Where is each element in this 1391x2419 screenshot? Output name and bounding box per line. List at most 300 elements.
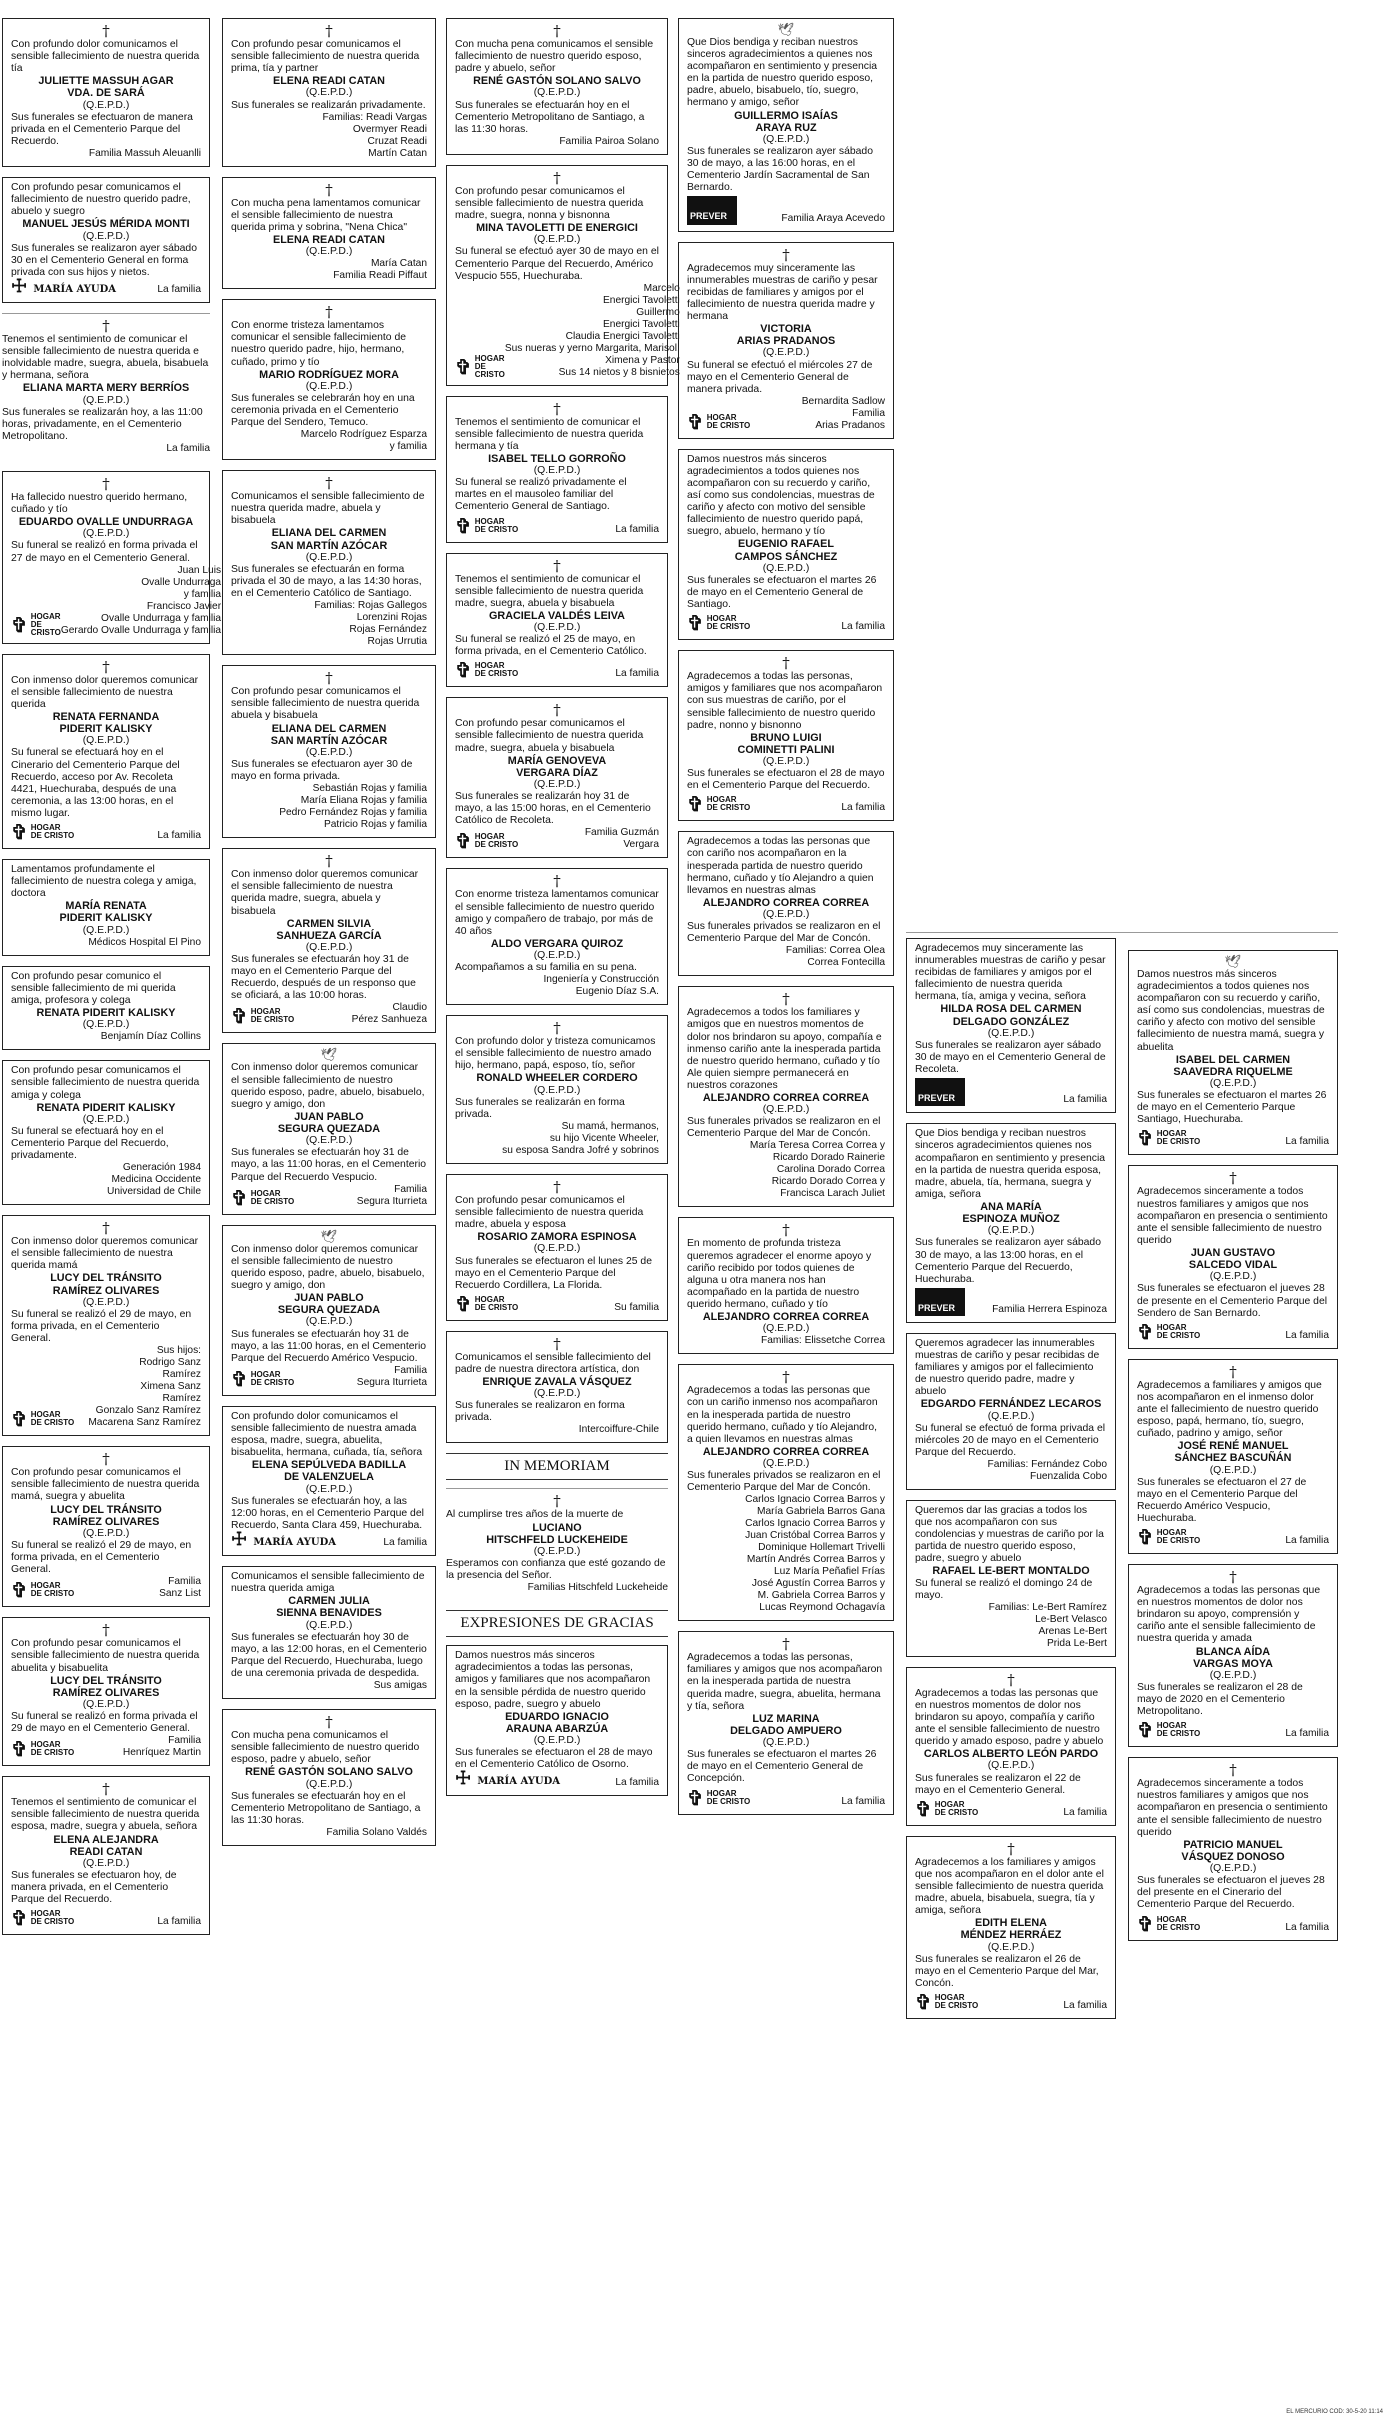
qepd-label: (Q.E.P.D.) xyxy=(762,1323,810,1335)
cross-icon: † xyxy=(325,1713,333,1732)
column-1 xyxy=(2,18,222,1945)
notice-footer xyxy=(455,282,680,379)
signature-line: La familia xyxy=(1063,1094,1107,1106)
notice-body: Sus funerales se realizarán privadamente. xyxy=(231,99,426,111)
qepd-label: (Q.E.P.D.) xyxy=(82,528,130,540)
notice-footer-left xyxy=(455,658,519,683)
deceased-name: CARMEN JULIA xyxy=(288,1595,370,1608)
notice-signature xyxy=(614,1302,659,1314)
hogar-logo-text xyxy=(475,355,505,379)
notice-signature xyxy=(786,945,885,969)
notice-signature xyxy=(841,621,885,633)
signature-line: Sus hijos: xyxy=(156,1345,201,1357)
qepd-label: (Q.E.P.D.) xyxy=(82,394,130,406)
hogar-logo-line2: DE CRISTO xyxy=(30,1748,75,1758)
notice-intro: Con profundo pesar comunico el sensible fallecimiento de mi querida amiga, profesora y colega xyxy=(11,970,176,1006)
notice-body: Sus funerales se efectuaron el 27 de mayo en el Cementerio Parque del Recuerdo Américo Vespucio, Huechuraba. xyxy=(1137,1476,1307,1524)
obituary-notice xyxy=(446,165,680,386)
obituary-notice xyxy=(2,1060,210,1205)
notice-body: Sus funerales se efectuarán hoy 31 de mayo en el Cementerio Parque del Recuerdo, después de un responso que se oficiará, a las 10:00 horas. xyxy=(231,954,416,1002)
qepd-label: (Q.E.P.D.) xyxy=(305,746,353,758)
deceased-name: CARLOS ALBERTO LEÓN PARDO xyxy=(923,1748,1099,1761)
hogar-logo-text xyxy=(31,1582,74,1598)
hogar-logo-text xyxy=(707,796,750,812)
obituary-notice xyxy=(222,177,436,290)
deceased-name: ELENA READI CATAN xyxy=(273,233,385,246)
notice-signature xyxy=(802,396,885,432)
notice-intro: Agradecemos a los familiares y amigos que nos acompañaron en el dolor ante el sensible fallecimiento de nuestra querida madre, abuela, bisabuela, suegra, tía y amiga, señora xyxy=(915,1856,1104,1917)
column-4 xyxy=(678,18,894,1825)
qepd-label: (Q.E.P.D.) xyxy=(305,246,353,258)
notice-intro: Comunicamos el sensible fallecimiento de nuestra querida madre, abuela y bisabuela xyxy=(231,491,425,527)
notice-intro: Agradecemos sinceramente a todos nuestros familiares y amigos que nos acompañaron en presencia o sentimiento ante el sensible fallecimiento de nuestro querido xyxy=(1137,1778,1328,1838)
qepd-label: (Q.E.P.D.) xyxy=(533,779,581,791)
notice-signature xyxy=(841,1796,885,1808)
qepd-label: (Q.E.P.D.) xyxy=(762,756,810,768)
signature-line: La familia xyxy=(157,1916,201,1928)
deceased-name: ISABEL DEL CARMEN xyxy=(1175,1053,1291,1066)
hogar-logo-line1: HOGAR xyxy=(30,1410,61,1420)
deceased-name: SAN MARTÍN AZÓCAR xyxy=(270,734,388,747)
qepd-label: (Q.E.P.D.) xyxy=(762,1104,810,1116)
deceased-name: ENRIQUE ZAVALA VÁSQUEZ xyxy=(482,1375,632,1388)
madonna-icon: ☩ xyxy=(11,275,34,297)
deceased-name: LUCIANO xyxy=(532,1521,582,1534)
hogar-logo xyxy=(11,613,61,637)
obituary-notice xyxy=(2,654,210,849)
notice-footer xyxy=(446,1582,668,1594)
notice-footer xyxy=(231,1528,427,1550)
signature-line: La familia xyxy=(1285,1728,1329,1740)
qepd-label: (Q.E.P.D.) xyxy=(82,1113,130,1125)
deceased-name: RAFAEL LE-BERT MONTALDO xyxy=(932,1565,1090,1578)
notice-signature xyxy=(1285,1136,1329,1148)
notice-footer xyxy=(231,258,427,282)
hogar-logo-line1: HOGAR xyxy=(30,822,61,832)
hogar-logo-text xyxy=(1157,1916,1200,1932)
column-5 xyxy=(906,938,1116,2029)
hogar-logo-text xyxy=(251,1371,294,1387)
qepd-label: (Q.E.P.D.) xyxy=(305,87,353,99)
hogar-logo-text xyxy=(475,662,518,678)
notice-footer xyxy=(687,945,885,969)
hogar-logo-text xyxy=(475,833,518,849)
notice-body: Sus funerales se efectuaron el martes 26 de mayo en el Cementerio Parque Santiago, Huechuraba. xyxy=(1137,1090,1327,1126)
signature-line: Rodrigo Sanz xyxy=(139,1357,201,1369)
obituary-notice xyxy=(678,242,894,439)
cross-icon: † xyxy=(102,657,110,676)
cross-icon: † xyxy=(102,1450,110,1469)
deceased-name: SIENNA BENAVIDES xyxy=(276,1607,382,1620)
qepd-label: (Q.E.P.D.) xyxy=(82,1019,130,1031)
hogar-cross-icon: ✞ xyxy=(915,1989,932,2014)
obituary-notice xyxy=(678,831,894,976)
deceased-name: SALCEDO VIDAL xyxy=(1188,1259,1278,1272)
obituary-notice xyxy=(446,1488,668,1600)
hogar-logo-text xyxy=(1157,1529,1200,1545)
notice-footer xyxy=(1137,1912,1329,1934)
notice-footer xyxy=(11,937,201,949)
obituary-notice xyxy=(446,396,668,543)
notice-signature xyxy=(615,668,659,680)
notice-intro: Agradecemos muy sinceramente las innumerables muestras de cariño y pesar recibidas de familiares y amigos por el fallecimiento de nuestra querida madre y hermana xyxy=(687,262,878,322)
deceased-name: ELIANA DEL CARMEN xyxy=(271,722,387,735)
obituary-notice xyxy=(222,1225,436,1396)
signature-line: Su mamá, hermanos, xyxy=(561,1120,659,1132)
notice-intro: Tenemos el sentimiento de comunicar el sensible fallecimiento de nuestra querida hermana y tía xyxy=(455,416,644,452)
obituary-notice xyxy=(222,1043,436,1214)
obituary-notice xyxy=(678,1631,894,1814)
cross-icon: † xyxy=(325,303,333,322)
cross-icon: † xyxy=(102,1780,110,1799)
signature-line: Familias Hitschfeld Luckeheide xyxy=(527,1582,668,1594)
notice-body: Sus funerales se realizaron ayer sábado 30 de mayo, a las 16:00 horas, en el Cementerio Jardín Sacramental de San Bernardo. xyxy=(687,146,873,194)
hogar-logo-line1: HOGAR xyxy=(706,412,737,422)
signature-line: Rojas Urrutia xyxy=(367,636,427,648)
notice-body: Sus funerales se efectuaron el jueves 28 del presente en el Cinerario del Cementerio Parque del Recuerdo. xyxy=(1137,1875,1325,1911)
signature-line: Benjamín Díaz Collins xyxy=(100,1031,201,1043)
qepd-label: (Q.E.P.D.) xyxy=(82,230,130,242)
qepd-label: (Q.E.P.D.) xyxy=(987,1410,1035,1422)
notice-intro: Tenemos el sentimiento de comunicar el sensible fallecimiento de nuestra querida e inolvidable madre, suegra, abuela, bisabuela y hermana, señora xyxy=(2,334,209,382)
cross-icon: † xyxy=(553,168,561,187)
hogar-logo-line1: HOGAR xyxy=(1156,1528,1187,1538)
notice-signature xyxy=(615,1777,659,1789)
hogar-cross-icon: ✞ xyxy=(1137,1718,1154,1743)
notice-body: Esperamos con confianza que esté gozando de la presencia del Señor. xyxy=(446,1558,666,1582)
deceased-name: GUILLERMO ISAÍAS xyxy=(734,109,838,122)
hogar-logo xyxy=(231,1185,295,1210)
signature-line: Universidad de Chile xyxy=(106,1186,201,1198)
signature-line: su hijo Vicente Wheeler, xyxy=(549,1132,659,1144)
notice-signature xyxy=(992,1304,1107,1316)
notice-signature xyxy=(1063,2000,1107,2012)
deceased-name: ESPINOZA MUÑOZ xyxy=(962,1213,1060,1226)
hogar-cross-icon: ✞ xyxy=(231,1185,248,1210)
hogar-logo-line2: DE CRISTO xyxy=(706,1796,751,1806)
deceased-name: ELIANA DEL CARMEN xyxy=(271,527,387,540)
deceased-name: RONALD WHEELER CORDERO xyxy=(476,1072,638,1085)
hogar-logo-line2: DE CRISTO xyxy=(1156,1137,1201,1147)
signature-line: Lorenzini Rojas xyxy=(356,612,427,624)
signature-line: Familia xyxy=(168,1735,201,1747)
cross-icon: † xyxy=(1229,1169,1237,1188)
qepd-label: (Q.E.P.D.) xyxy=(533,1243,581,1255)
notice-intro: Con inmenso dolor queremos comunicar el sensible fallecimiento de nuestra querida madre, suegra, abuela y bisabuela xyxy=(231,869,419,917)
qepd-label: (Q.E.P.D.) xyxy=(533,1735,581,1747)
signature-line: Claudia Energici Tavoletti xyxy=(565,330,680,342)
qepd-label: (Q.E.P.D.) xyxy=(305,551,353,563)
qepd-label: (Q.E.P.D.) xyxy=(533,1388,581,1400)
signature-line: La familia xyxy=(383,1537,427,1549)
obituary-notice xyxy=(446,697,668,858)
hogar-logo-line2: DE CRISTO xyxy=(706,420,751,430)
signature-line: Ricardo Dorado Rainerie xyxy=(772,1152,885,1164)
notice-intro: Con profundo pesar comunicamos el sensible fallecimiento de nuestra querida prima, tía y partner xyxy=(231,39,420,75)
signature-line: Segura Iturrieta xyxy=(356,1195,427,1207)
signature-line: Carolina Dorado Correa xyxy=(776,1164,885,1176)
signature-line: Correa Fontecilla xyxy=(807,957,885,969)
notice-body: Sus funerales privados se realizaron en el Cementerio Parque del Mar de Concón. xyxy=(687,1470,881,1494)
notice-footer xyxy=(11,1906,201,1931)
hogar-logo-line2: DE CRISTO xyxy=(474,524,519,534)
notice-intro: Queremos dar las gracias a todos los que nos acompañaron con sus condolencias y muestras de cariño por la partida de nuestro querido esposo, padre, suegro y abuelo xyxy=(915,1504,1104,1565)
signature-line: Sus nueras y yerno Margarita, Marisol, xyxy=(504,342,680,354)
obituary-notice xyxy=(2,1617,210,1766)
notice-body: Sus funerales se efectuarán en forma privada el 30 de mayo, a las 14:30 horas, en el Cementerio Católico de Santiago. xyxy=(231,563,422,600)
obituary-notice xyxy=(906,1836,1116,2019)
hogar-logo-line1: HOGAR xyxy=(250,1007,281,1017)
notice-footer xyxy=(915,1990,1107,2012)
notice-intro: Con mucha pena lamentamos comunicar el sensible fallecimiento de nuestra querida prima y sobrina, "Nena Chica" xyxy=(231,197,421,233)
hogar-logo-text xyxy=(31,1910,74,1926)
signature-line: Guillermo xyxy=(636,306,680,318)
signature-line: Henríquez Martin xyxy=(122,1747,201,1759)
hogar-logo-line1: HOGAR xyxy=(30,1909,61,1919)
notice-intro: Con profundo pesar comunicamos el sensible fallecimiento de nuestra querida madre, abuela y esposa xyxy=(455,1194,644,1231)
signature-line: Familia Araya Acevedo xyxy=(781,212,885,224)
cross-icon: † xyxy=(782,1221,790,1240)
signature-line: Bernardita Sadlow xyxy=(801,395,885,407)
notice-intro: Con inmenso dolor queremos comunicar el sensible fallecimiento de nuestro querido esposo, padre, abuelo, bisabuelo, suegro y amigo, don xyxy=(231,1062,425,1110)
obituary-notice xyxy=(446,868,668,1005)
deceased-name: LUZ MARINA xyxy=(752,1712,820,1725)
deceased-name: EDUARDO OVALLE UNDURRAGA xyxy=(18,516,194,529)
hogar-logo xyxy=(687,792,751,817)
hogar-logo-line1: HOGAR xyxy=(1156,1914,1187,1924)
notice-signature xyxy=(502,1121,659,1157)
notice-body: Sus funerales se efectuarán hoy, a las 12:00 horas, en el Cementerio Parque del Recuerdo, Santa Clara 459, Huechuraba. xyxy=(231,1495,424,1531)
deceased-name: DE VALENZUELA xyxy=(284,1471,374,1484)
notice-signature xyxy=(505,283,680,379)
notice-footer-left xyxy=(11,1906,75,1931)
notice-footer-left xyxy=(231,1367,294,1389)
qepd-label: (Q.E.P.D.) xyxy=(305,380,353,392)
notice-body: Sus funerales se efectuaron el lunes 25 de mayo en el Cementerio Parque del Recuerdo Cordillera, La Florida. xyxy=(455,1255,652,1291)
hogar-logo xyxy=(455,513,519,538)
signature-line: Familias: Readi Vargas xyxy=(322,111,427,123)
cross-icon: † xyxy=(1229,1761,1237,1780)
deceased-name: RENATA PIDERIT KALISKY xyxy=(36,1007,176,1020)
notice-body: Sus funerales se realizaron ayer sábado 30 en el Cementerio General en forma privada con sus hijos y nietos. xyxy=(11,242,197,278)
dove-icon: 🕊︎ xyxy=(1224,954,1242,969)
notice-signature xyxy=(615,524,659,536)
notice-signature xyxy=(374,1680,427,1692)
signature-line: Sanz List xyxy=(159,1588,201,1600)
hogar-cross-icon: ✞ xyxy=(687,1785,704,1810)
section-heading: IN MEMORIAM xyxy=(446,1453,668,1480)
hogar-logo-line2: DE CRISTO xyxy=(706,622,751,632)
notice-body: Acompañamos a su familia en su pena. xyxy=(455,962,637,974)
signature-line: Juan Luis xyxy=(177,564,222,576)
notice-body: Sus funerales se efectuaron el martes 26 de mayo en el Cementerio General de Concepción. xyxy=(687,1749,877,1785)
obituary-notice xyxy=(2,177,210,303)
signature-line: Segura Iturrieta xyxy=(356,1376,427,1388)
hogar-logo xyxy=(11,1578,75,1603)
deceased-name: SÁNCHEZ BASCUÑÁN xyxy=(1174,1452,1292,1465)
signature-line: y familia xyxy=(183,588,222,600)
hogar-cross-icon: ✞ xyxy=(11,1737,28,1762)
notice-intro: Damos nuestros más sinceros agradecimientos a todos quienes nos acompañaron con su recuerdo y cariño, así como sus condolencias, muestras de cariño y afecto con motivo del sensible fallecimiento de nuestro querido papá, suegro, abuelo, hermano y tío xyxy=(687,453,875,538)
notice-signature xyxy=(166,443,210,455)
notice-footer-left xyxy=(687,1786,750,1808)
signature-line: Ovalle Undurraga xyxy=(141,576,222,588)
hogar-logo xyxy=(455,355,505,379)
hogar-cross-icon: ✞ xyxy=(915,1796,932,1821)
deceased-name: ELENA SEPÚLVEDA BADILLA xyxy=(251,1459,407,1472)
notice-footer xyxy=(231,1827,427,1839)
notice-intro: Agradecemos a todas las personas que en nuestros momentos de dolor nos brindaron su apoyo, compañía y cariño ante el sensible fallecimiento de nuestro querido y amado esposo, padre y abuelo xyxy=(915,1687,1104,1748)
notice-footer xyxy=(455,658,659,683)
notice-signature xyxy=(579,1424,659,1436)
notice-signature xyxy=(781,213,885,225)
notice-signature xyxy=(841,802,885,814)
hogar-logo xyxy=(687,611,751,636)
cross-icon: † xyxy=(102,1219,110,1238)
notice-footer xyxy=(455,1121,659,1157)
deceased-name: JUAN GUSTAVO xyxy=(1190,1246,1276,1259)
hogar-logo-text xyxy=(935,1994,978,2010)
maria-logo-text: MARÍA AYUDA xyxy=(253,1536,337,1548)
deceased-name: SAN MARTÍN AZÓCAR xyxy=(270,539,388,552)
signature-line: y familia xyxy=(389,441,427,453)
notice-body: Sus funerales se efectuaron el martes 26 de mayo en el Cementerio General de Santiago. xyxy=(687,574,877,611)
column-3 xyxy=(446,18,680,1806)
qepd-label: (Q.E.P.D.) xyxy=(987,1760,1035,1772)
notice-footer-left xyxy=(455,1768,561,1790)
obituary-notice xyxy=(906,1123,1116,1323)
hogar-logo-line1: HOGAR xyxy=(474,516,505,526)
notice-footer-left xyxy=(687,792,751,817)
obituary-notice xyxy=(222,18,436,167)
notice-footer-left xyxy=(687,611,751,636)
notice-intro: Con profundo pesar comunicamos el sensible fallecimiento de nuestra querida madre, suegra, nonna y bisnonna xyxy=(455,185,644,222)
hogar-logo-text xyxy=(935,1801,978,1817)
notice-body: Su funeral se efectuó el miércoles 27 de mayo en el Cementerio General de manera privada. xyxy=(687,359,873,395)
prever-logo: PREVER xyxy=(687,196,737,224)
hogar-logo xyxy=(1137,1319,1201,1344)
signature-line: Francisco Javier xyxy=(146,600,222,612)
cross-icon: † xyxy=(553,1492,561,1511)
signature-line: Gonzalo Sanz Ramírez xyxy=(95,1405,201,1417)
notice-intro: Con profundo pesar comunicamos el fallecimiento de nuestro querido padre, abuelo y suegro xyxy=(11,182,191,218)
deceased-name: MARÍA RENATA xyxy=(65,900,147,913)
notice-footer-left xyxy=(231,1186,294,1208)
notice-footer-left xyxy=(687,410,750,432)
hogar-cross-icon: ✞ xyxy=(11,1407,28,1432)
notice-footer-left xyxy=(915,1286,965,1316)
deceased-name: VDA. DE SARÁ xyxy=(67,87,145,100)
deceased-name: ROSARIO ZAMORA ESPINOSA xyxy=(477,1231,637,1244)
notice-signature xyxy=(543,974,659,998)
signature-line: Patricio Rojas y familia xyxy=(323,819,427,831)
notice-intro: Damos nuestros más sinceros agradecimientos a todas las personas, amigos y familiares que nos acompañaron en la sensible pérdida de nuestro querido esposo, padre, suegro y abuelo xyxy=(455,1650,651,1710)
signature-line: Familias: Correa Olea xyxy=(785,945,885,957)
maria-logo xyxy=(231,1528,337,1550)
deceased-name: MARIO RODRÍGUEZ MORA xyxy=(259,368,399,381)
hogar-cross-icon: ✞ xyxy=(11,819,28,844)
notice-signature xyxy=(1063,1094,1107,1106)
signature-line: La familia xyxy=(1285,1921,1329,1933)
notice-signature xyxy=(322,112,427,160)
qepd-label: (Q.E.P.D.) xyxy=(533,87,581,99)
obituary-notice xyxy=(678,650,894,821)
cross-icon: † xyxy=(102,317,110,336)
notice-body: Sus funerales se efectuaron hoy, de manera privada, en el Cementerio Parque del Recuerdo. xyxy=(11,1870,177,1906)
notice-body: Su funeral se realizó en forma privada el 27 de mayo en el Cementerio General. xyxy=(11,540,198,564)
hogar-logo-text xyxy=(251,1190,294,1206)
deceased-name: VARGAS MOYA xyxy=(1193,1657,1273,1670)
hogar-logo xyxy=(11,819,75,844)
obituary-notice xyxy=(678,18,894,232)
dove-icon: 🕊︎ xyxy=(777,22,795,37)
column-2 xyxy=(222,18,436,1856)
signature-line: Su familia xyxy=(614,1301,659,1313)
notice-signature xyxy=(61,565,221,637)
hogar-logo xyxy=(455,829,519,854)
notice-signature xyxy=(314,600,427,648)
notice-footer xyxy=(687,1335,885,1347)
signature-line: su esposa Sandra Jofré y sobrinos xyxy=(502,1144,659,1156)
obituary-notice xyxy=(1128,1359,1338,1554)
notice-footer xyxy=(231,1002,427,1029)
signature-line: Marcelo Rodríguez Esparza xyxy=(300,429,427,441)
qepd-label: (Q.E.P.D.) xyxy=(1209,1669,1257,1681)
deceased-name: ALEJANDRO CORREA CORREA xyxy=(702,1091,870,1104)
notice-footer-left xyxy=(231,1528,337,1550)
madonna-icon: ☩ xyxy=(231,1528,254,1550)
notice-signature xyxy=(101,1031,201,1043)
notice-footer-left xyxy=(687,194,737,224)
signature-line: Arias Pradanos xyxy=(815,419,885,431)
hogar-logo-text xyxy=(1157,1722,1200,1738)
notice-footer xyxy=(231,1680,427,1692)
qepd-label: (Q.E.P.D.) xyxy=(533,465,581,477)
deceased-name: DELGADO AMPUERO xyxy=(730,1724,842,1737)
notice-footer xyxy=(231,600,427,648)
notice-signature xyxy=(89,148,201,160)
notice-footer xyxy=(687,194,885,224)
notice-intro: Que Dios bendiga y reciban nuestros sinceros agradecimientos quienes nos acompañaron en sentimiento y presencia en la partida de nuestra querida esposa, madre, abuela, tía, hermana, suegra y amiga, señora xyxy=(915,1128,1106,1200)
deceased-name: JULIETTE MASSUH AGAR xyxy=(38,75,174,88)
signature-line: Claudio xyxy=(392,1002,427,1014)
obituary-notice xyxy=(1128,1165,1338,1348)
hogar-logo-line1: HOGAR xyxy=(934,1992,965,2002)
hogar-logo-line1: HOGAR xyxy=(30,1740,61,1750)
deceased-name: DELGADO GONZÁLEZ xyxy=(952,1015,1070,1028)
notice-intro: Con inmenso dolor queremos comunicar el sensible fallecimiento de nuestra querida mamá xyxy=(11,1236,199,1272)
deceased-name: JUAN PABLO xyxy=(294,1292,364,1305)
signature-line: La familia xyxy=(1285,1535,1329,1547)
notice-footer xyxy=(231,1184,427,1208)
notice-intro: Lamentamos profundamente el fallecimiento de nuestra colega y amiga, doctora xyxy=(11,863,197,900)
notice-footer xyxy=(11,1735,201,1762)
hogar-cross-icon: ✞ xyxy=(455,1291,472,1316)
notice-signature xyxy=(88,937,201,949)
cross-icon: † xyxy=(553,872,561,891)
cross-icon: † xyxy=(782,245,790,264)
notice-body: Sus funerales se realizaron en forma privada. xyxy=(455,1400,625,1424)
obituary-notice xyxy=(1128,1564,1338,1747)
notice-footer xyxy=(1137,1126,1329,1151)
signature-line: La familia xyxy=(157,829,201,841)
notice-intro: Con inmenso dolor queremos comunicar el sensible fallecimiento de nuestro querido esposo, padre, abuelo, bisabuelo, suegro y amigo, don xyxy=(231,1243,425,1291)
notice-intro: Agradecemos muy sinceramente las innumerables muestras de cariño y pesar recibidas de familiares y amigos por el fallecimiento de nuestra querida hermana, tía, amiga y vecina, señora xyxy=(915,943,1106,1003)
deceased-name: RENATA PIDERIT KALISKY xyxy=(36,1101,176,1114)
signature-line: Familia xyxy=(168,1576,201,1588)
hogar-logo xyxy=(11,1906,75,1931)
signature-line: La familia xyxy=(1285,1136,1329,1148)
